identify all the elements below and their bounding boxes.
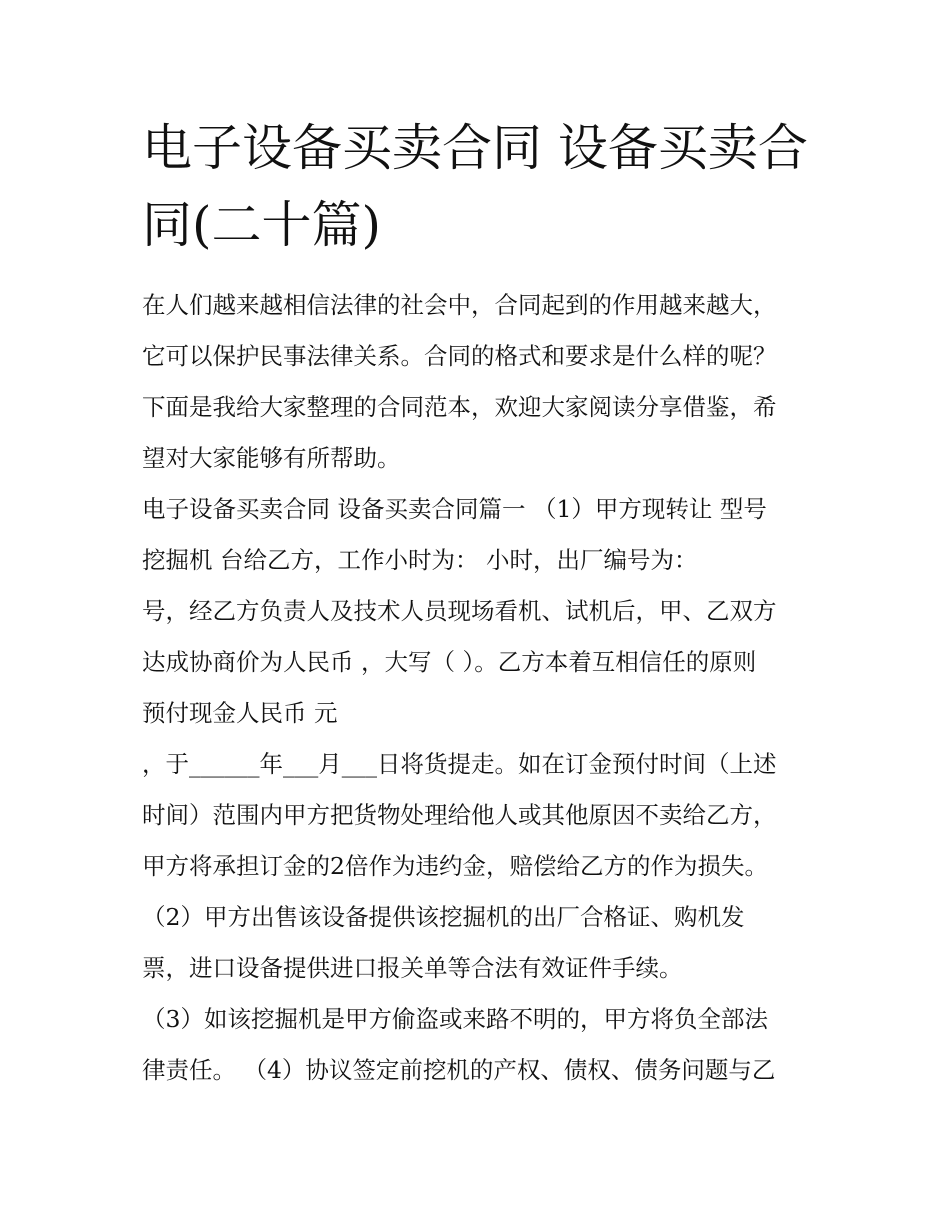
- body-line: 在人们越来越相信法律的社会中，合同起到的作用越来越大，: [142, 291, 777, 319]
- body-line: ，于______年___月___日将货提走。如在订金预付时间（上述: [142, 750, 777, 778]
- body-line: 下面是我给大家整理的合同范本，欢迎大家阅读分享借鉴，希: [142, 393, 777, 421]
- body-line: 甲方将承担订金的2倍作为违约金，赔偿给乙方的作为损失。: [142, 852, 768, 880]
- body-line: 时间）范围内甲方把货物处理给他人或其他原因不卖给乙方，: [142, 801, 777, 829]
- body-line: （3）如该挖掘机是甲方偷盗或来路不明的，甲方将负全部法: [142, 1005, 768, 1033]
- title-line: 同(二十篇): [142, 196, 382, 254]
- body-line: 它可以保护民事法律关系。合同的格式和要求是什么样的呢？: [142, 342, 777, 370]
- body-line: 票，进口设备提供进口报关单等合法有效证件手续。: [142, 954, 683, 982]
- body-line: 电子设备买卖合同 设备买卖合同篇一 （1）甲方现转让 型号: [142, 495, 767, 523]
- document-body: [142, 280, 822, 1096]
- document-title: [142, 110, 822, 264]
- body-line: （2）甲方出售该设备提供该挖掘机的出厂合格证、购机发: [142, 903, 745, 931]
- body-line: 挖掘机 台给乙方，工作小时为： 小时，出厂编号为：: [142, 546, 698, 574]
- body-line: 号，经乙方负责人及技术人员现场看机、试机后，甲、乙双方: [142, 597, 777, 625]
- body-line: 预付现金人民币 元: [142, 699, 338, 727]
- body-line: 望对大家能够有所帮助。: [142, 444, 401, 472]
- body-line: 律责任。 （4）协议签定前挖机的产权、债权、债务问题与乙: [142, 1056, 776, 1084]
- body-line: 达成协商价为人民币 ，大写（ ）。乙方本着互相信任的原则: [142, 648, 757, 676]
- title-line: 电子设备买卖合同 设备买卖合: [142, 119, 808, 177]
